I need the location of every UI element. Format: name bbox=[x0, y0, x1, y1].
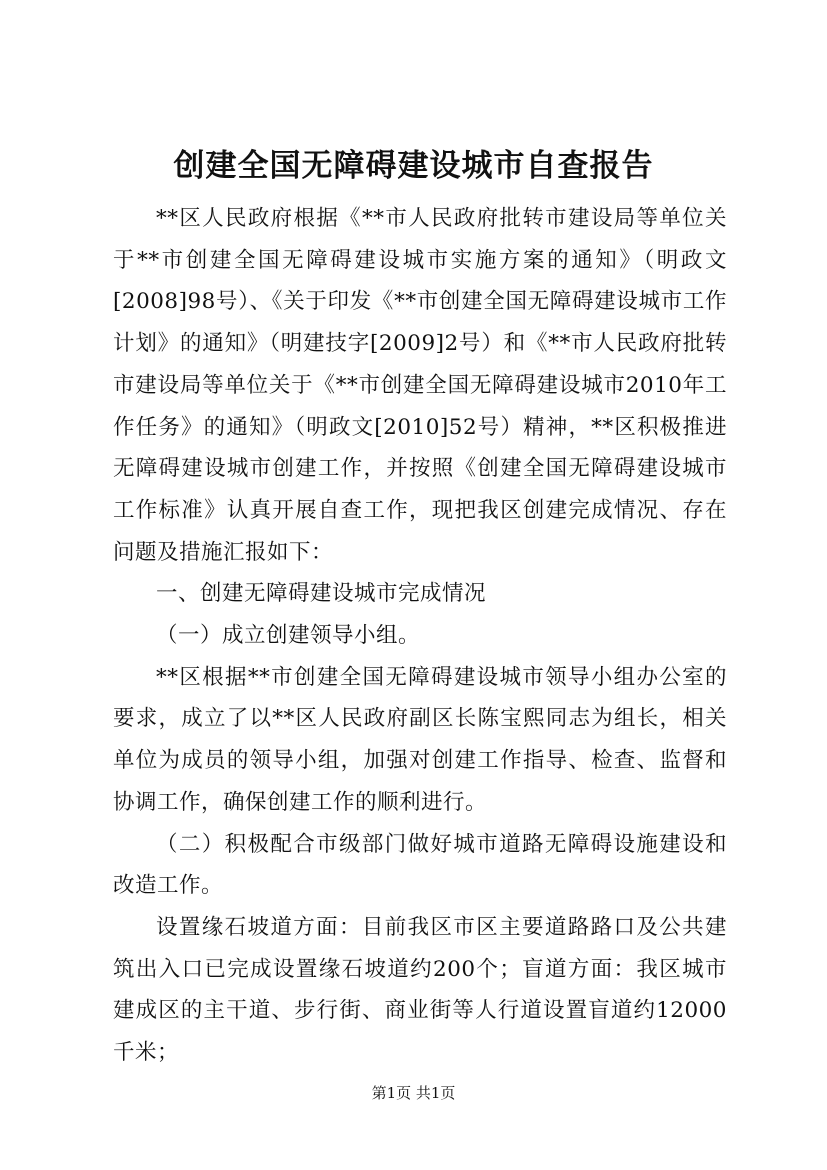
paragraph-facilities: 设置缘石坡道方面：目前我区市区主要道路路口及公共建筑出入口已完成设置缘石坡道约200个；盲道方面：我区城市建成区的主干道、步行街、商业街等人行道设置盲道约12000千米； bbox=[113, 914, 727, 1066]
paragraph-leadership-group: **区根据**市创建全国无障碍建设城市领导小组办公室的要求，成立了以**区人民政府副区长陈宝熙同志为组长，相关单位为成员的领导小组，加强对创建工作指导、检查、监督和协调工作，确保创建工作的顺利进行。 bbox=[113, 664, 727, 815]
document-body bbox=[113, 198, 727, 1074]
subsection-heading-1: （一）成立创建领导小组。 bbox=[156, 623, 421, 649]
paragraph-intro: **区人民政府根据《**市人民政府批转市建设局等单位关于**市创建全国无障碍建设城市实施方案的通知》（明政文[2008]98号）、《关于印发《**市创建全国无障碍建设城市工作计划》的通知》（明建技字[2009]2号）和《**市人民政府批转市建设局等单位关于《**市创建全国无障碍建设城市2010年工作任务》的通知》（明政文[2010]52号）精神，**区积极推进无障碍建设城市创建工作，并按照《创建全国无障碍建设城市工作标准》认真开展自查工作，现把我区创建完成情况、存在问题及措施汇报如下： bbox=[113, 206, 727, 565]
section-heading-1: 一、创建无障碍建设城市完成情况 bbox=[156, 581, 487, 607]
page-footer: 第1页 共1页 bbox=[371, 1084, 456, 1102]
document-title: 创建全国无障碍建设城市自查报告 bbox=[173, 148, 654, 184]
subsection-heading-2: （二）积极配合市级部门做好城市道路无障碍设施建设和改造工作。 bbox=[113, 831, 727, 899]
